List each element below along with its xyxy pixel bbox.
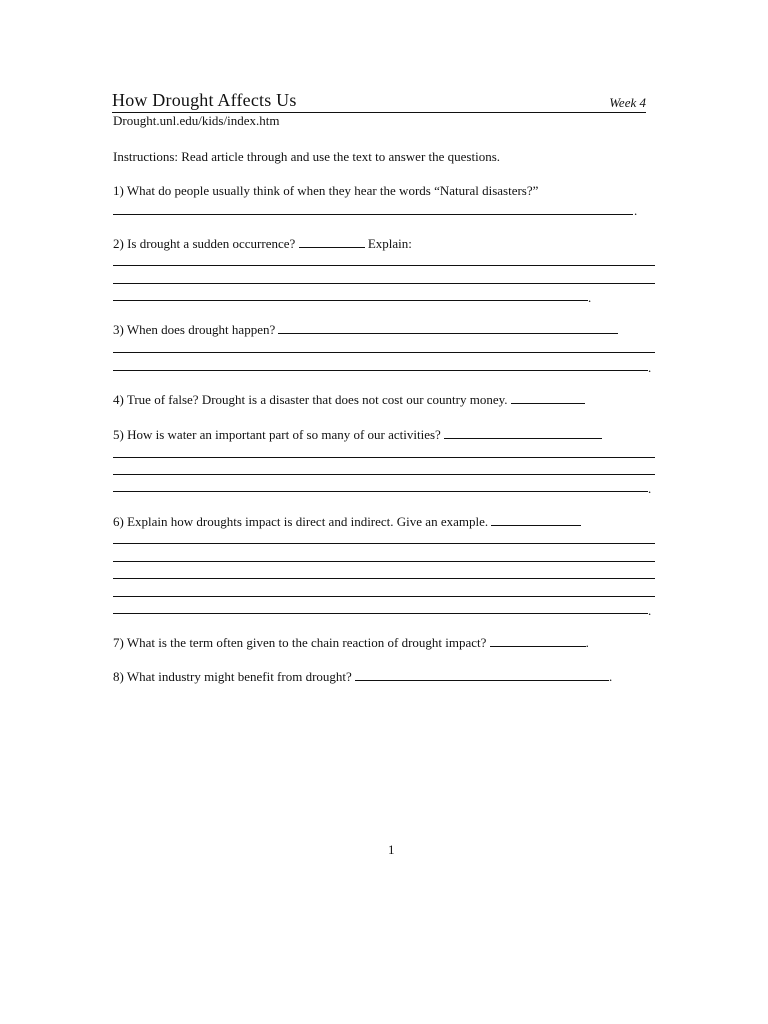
answer-line[interactable] bbox=[113, 300, 588, 301]
question-6 bbox=[113, 513, 581, 530]
question-number: 5) bbox=[113, 427, 124, 442]
answer-line[interactable] bbox=[113, 596, 655, 597]
answer-period: . bbox=[609, 669, 613, 684]
answer-line[interactable] bbox=[113, 265, 655, 266]
question-number: 8) bbox=[113, 669, 124, 684]
answer-line[interactable] bbox=[113, 214, 633, 215]
question-text: When does drought happen? bbox=[126, 322, 276, 337]
page-number: 1 bbox=[388, 842, 395, 857]
question-text: Is drought a sudden occurrence? bbox=[127, 236, 296, 251]
answer-period: . bbox=[648, 603, 652, 618]
answer-line[interactable] bbox=[113, 543, 655, 544]
answer-line[interactable] bbox=[113, 491, 648, 492]
question-2 bbox=[113, 235, 412, 252]
question-text: True of false? Drought is a disaster that does not cost our country money. bbox=[126, 392, 508, 407]
answer-period: . bbox=[585, 635, 589, 650]
question-number: 1) bbox=[113, 183, 124, 198]
week-label: Week 4 bbox=[609, 95, 646, 110]
instructions: Instructions: Read article through and use the text to answer the questions. bbox=[113, 149, 501, 164]
worksheet-header bbox=[112, 90, 646, 113]
question-1 bbox=[113, 183, 538, 199]
question-number: 6) bbox=[113, 514, 124, 529]
answer-line[interactable] bbox=[113, 561, 655, 562]
question-3 bbox=[113, 321, 618, 338]
inline-answer-blank[interactable] bbox=[444, 426, 602, 439]
question-7 bbox=[113, 634, 589, 651]
answer-period: . bbox=[588, 290, 592, 305]
question-number: 4) bbox=[113, 392, 124, 407]
answer-line[interactable] bbox=[113, 352, 655, 353]
answer-line[interactable] bbox=[113, 370, 648, 371]
question-text: How is water an important part of so many of our activities? bbox=[127, 427, 441, 442]
question-text: What is the term often given to the chain reaction of drought impact? bbox=[126, 635, 487, 650]
question-5 bbox=[113, 426, 602, 443]
question-number: 3) bbox=[113, 322, 124, 337]
inline-answer-blank[interactable] bbox=[490, 634, 586, 647]
inline-answer-blank[interactable] bbox=[511, 391, 585, 404]
answer-line[interactable] bbox=[113, 613, 648, 614]
answer-period: . bbox=[634, 203, 638, 218]
question-text: What do people usually think of when they hear the words “Natural disasters?” bbox=[126, 183, 539, 198]
answer-line[interactable] bbox=[113, 578, 655, 579]
question-text: What industry might benefit from drought? bbox=[126, 669, 352, 684]
answer-period: . bbox=[648, 481, 652, 496]
question-number: 2) bbox=[113, 236, 124, 251]
answer-line[interactable] bbox=[113, 457, 655, 458]
question-4 bbox=[113, 391, 585, 408]
inline-answer-blank[interactable] bbox=[355, 668, 609, 681]
explain-label: Explain: bbox=[367, 236, 412, 251]
inline-answer-blank[interactable] bbox=[278, 321, 618, 334]
source-url: Drought.unl.edu/kids/index.htm bbox=[113, 113, 280, 128]
answer-line[interactable] bbox=[113, 283, 655, 284]
question-number: 7) bbox=[113, 635, 124, 650]
question-8 bbox=[113, 668, 612, 685]
worksheet-title: How Drought Affects Us bbox=[112, 90, 297, 110]
question-text: Explain how droughts impact is direct and indirect. Give an example. bbox=[127, 514, 489, 529]
inline-answer-blank[interactable] bbox=[299, 235, 365, 248]
answer-line[interactable] bbox=[113, 474, 655, 475]
inline-answer-blank[interactable] bbox=[491, 513, 581, 526]
answer-period: . bbox=[648, 360, 652, 375]
